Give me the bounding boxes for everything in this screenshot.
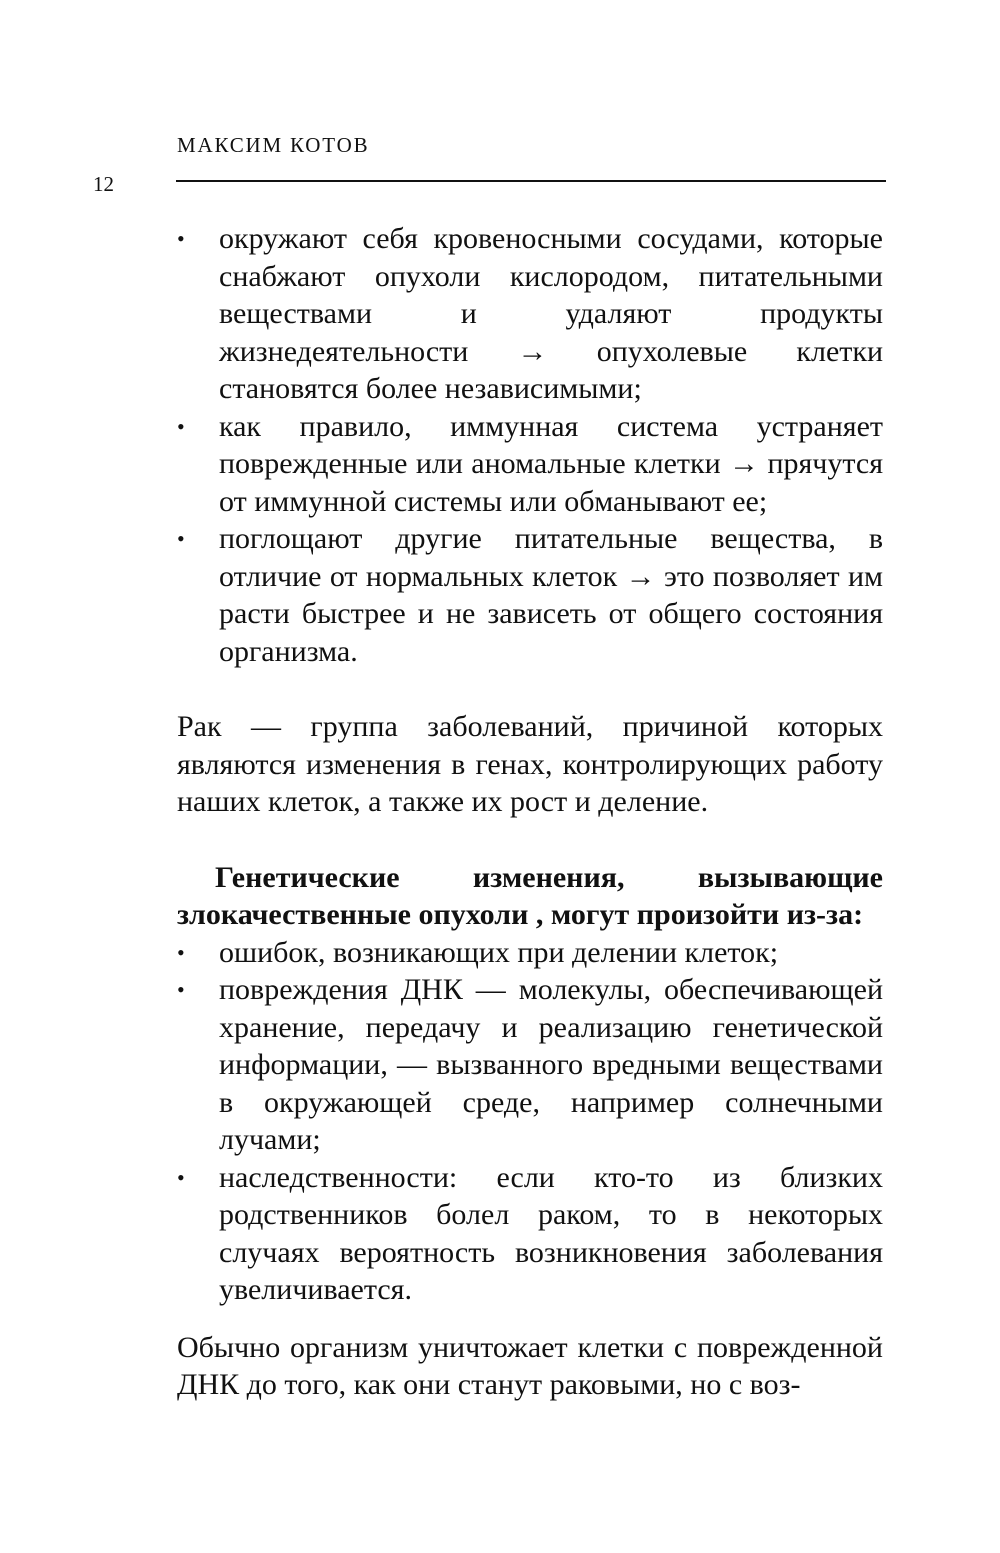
- header-rule: [176, 180, 886, 182]
- list-item-text: как правило, иммунная система устраняет поврежденные или аномальные клетки → прячутся от иммунной системы или обманывают ее;: [219, 409, 883, 518]
- list-item: [177, 520, 883, 670]
- list-item-text: повреждения ДНК — молекулы, обеспечивающей хранение, передачу и реализацию генетической информации, — вызванного вредными веществами в окружающей среде, например солнечными лучами;: [219, 973, 883, 1156]
- list-item-text: поглощают другие питательные вещества, в отличие от нормальных клеток → это позволяет им расти быстрее и не зависеть от общего состояния организма.: [219, 522, 883, 668]
- bullet-icon: •: [177, 1164, 185, 1190]
- bullet-icon: •: [177, 526, 185, 551]
- page-number: 12: [93, 172, 114, 196]
- page-body: [177, 220, 883, 1404]
- list-item-text: окружают себя кровеносными сосудами, которые снабжают опухоли кислородом, питательными веществами и удаляют продукты жизнедеятельности → опухолевые клетки становятся более независимыми;: [219, 222, 883, 405]
- bullet-list-causes: [177, 934, 883, 1309]
- list-item: [177, 1159, 883, 1309]
- bullet-icon: •: [177, 226, 185, 251]
- bullet-icon: •: [177, 939, 185, 965]
- bold-lead-genetic-changes: Генетические изменения, вызывающие злокачественные опухоли , могут произойти из-за:: [177, 860, 883, 931]
- paragraph-cancer-definition: Рак — группа заболеваний, причиной которых являются изменения в генах, контролирующих работу наших клеток, а также их рост и деление.: [177, 710, 883, 818]
- list-item: [177, 971, 883, 1159]
- paragraph-dna-damage: Обычно организм уничтожает клетки с поврежденной ДНК до того, как они станут раковыми, но с воз-: [177, 1330, 883, 1401]
- list-item: [177, 220, 883, 408]
- list-item: [177, 934, 883, 972]
- running-title: МАКСИМ КОТОВ: [177, 133, 370, 157]
- list-item-text: наследственности: если кто-то из близких родственников болел раком, то в некоторых случаях вероятность возникновения заболевания увеличивается.: [219, 1160, 883, 1306]
- bullet-list-tumor-traits: [177, 220, 883, 670]
- bullet-icon: •: [177, 977, 185, 1002]
- list-item-text: ошибок, возникающих при делении клеток;: [219, 935, 779, 969]
- bullet-icon: •: [177, 413, 185, 439]
- list-item: [177, 408, 883, 521]
